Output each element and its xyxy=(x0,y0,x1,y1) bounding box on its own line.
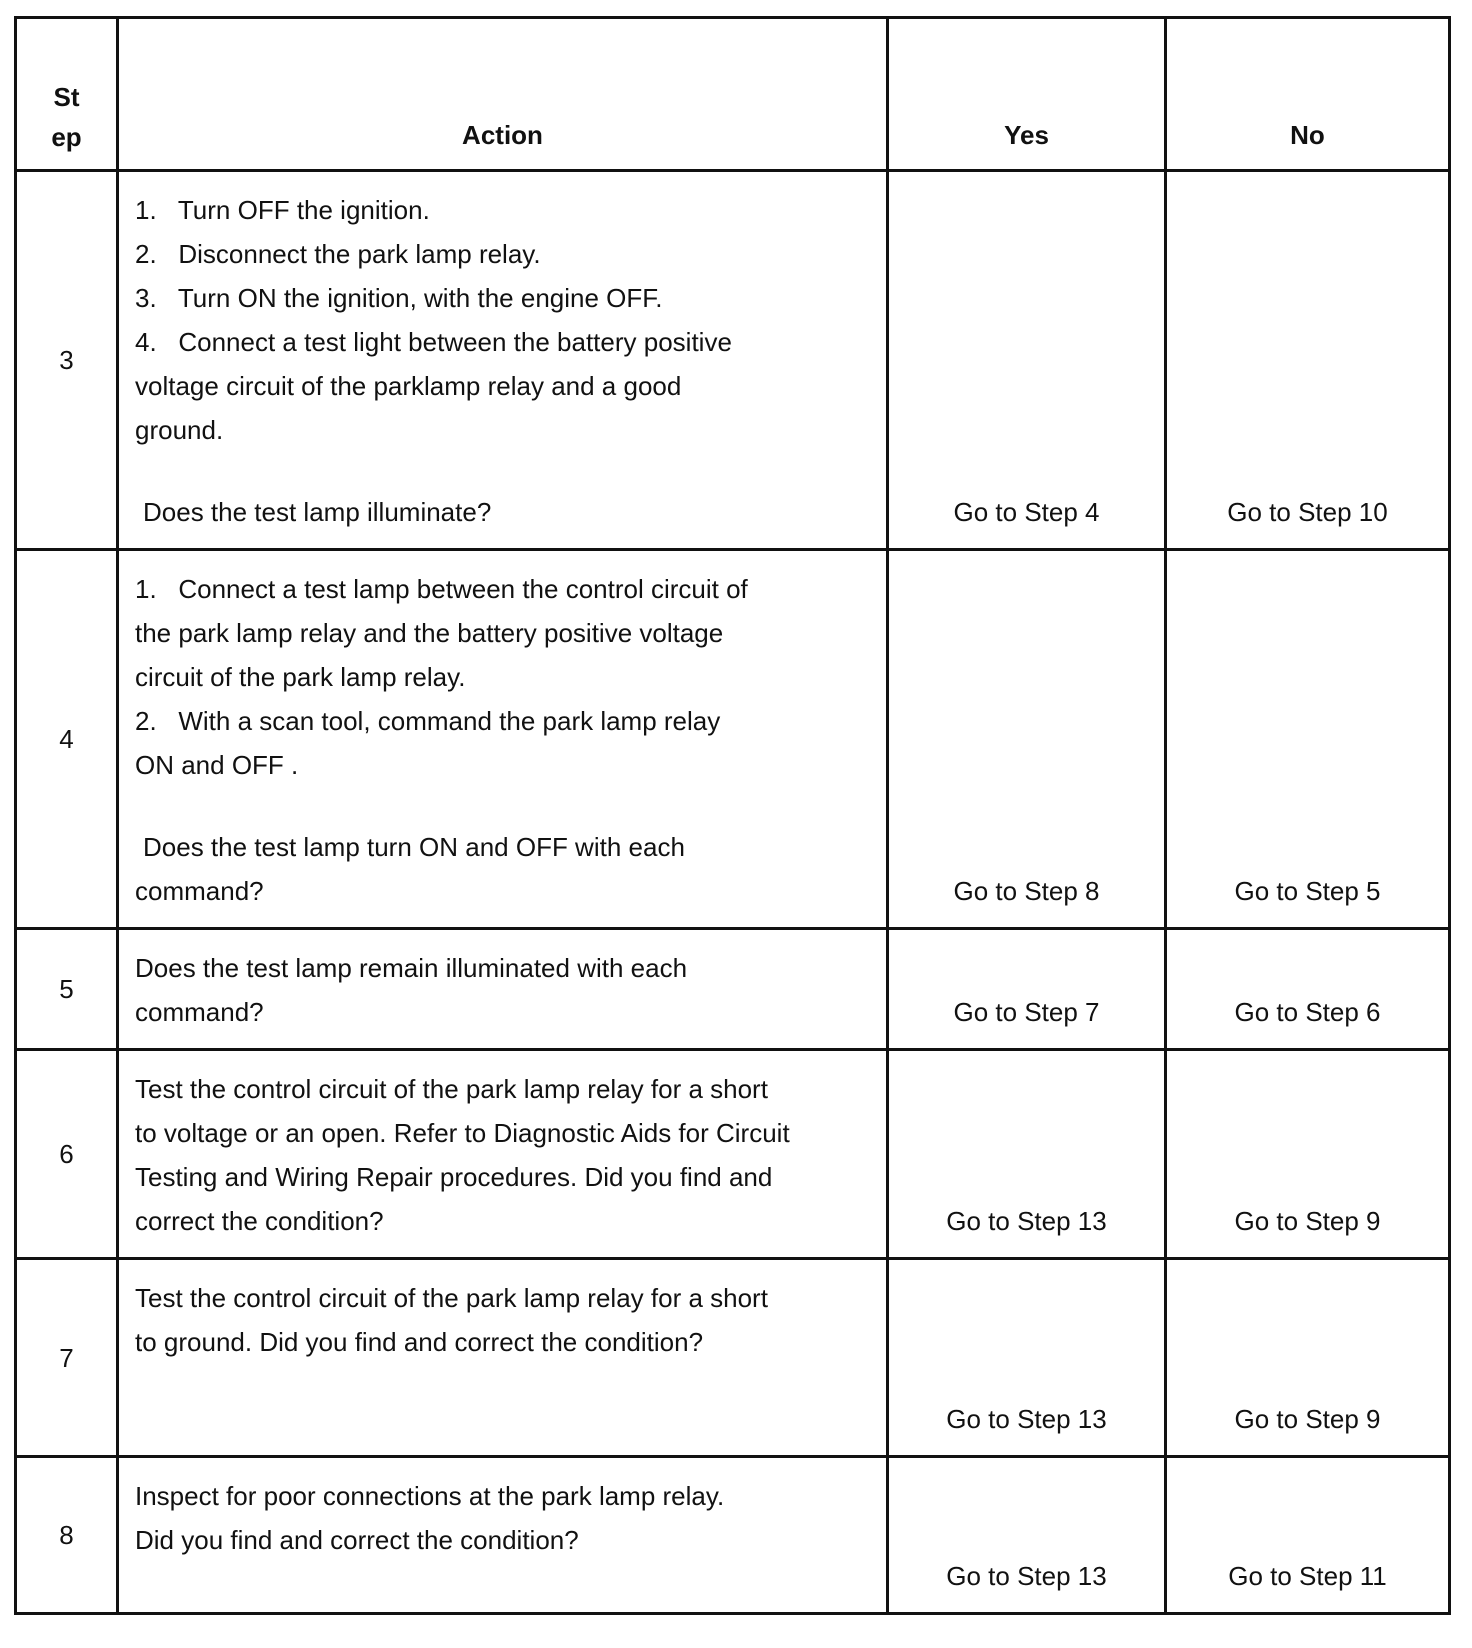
header-step xyxy=(16,18,118,171)
action-line: Inspect for poor connections at the park lamp relay. xyxy=(135,1481,725,1511)
action-line: correct the condition? xyxy=(135,1206,384,1236)
action-cell xyxy=(118,1259,888,1457)
action-line: to ground. Did you find and correct the condition? xyxy=(135,1327,704,1357)
action-line: ground. xyxy=(135,415,224,445)
table-row xyxy=(16,1457,1450,1614)
step-number: 8 xyxy=(16,1457,118,1614)
yes-answer: Go to Step 8 xyxy=(888,550,1166,929)
no-answer: Go to Step 5 xyxy=(1166,550,1450,929)
table-row xyxy=(16,929,1450,1050)
action-line: Did you find and correct the condition? xyxy=(135,1525,579,1555)
header-yes: Yes xyxy=(888,18,1166,171)
header-no: No xyxy=(1166,18,1450,171)
action-line: command? xyxy=(135,997,264,1027)
action-cell xyxy=(118,550,888,929)
yes-answer: Go to Step 13 xyxy=(888,1457,1166,1614)
action-line: 2. Disconnect the park lamp relay. xyxy=(135,239,541,269)
no-answer: Go to Step 6 xyxy=(1166,929,1450,1050)
action-question: command? xyxy=(135,876,264,906)
action-line: 1. Turn OFF the ignition. xyxy=(135,195,430,225)
step-number: 3 xyxy=(16,171,118,550)
yes-answer: Go to Step 7 xyxy=(888,929,1166,1050)
table-row xyxy=(16,1259,1450,1457)
action-question: Does the test lamp illuminate? xyxy=(143,497,492,527)
action-cell xyxy=(118,1457,888,1614)
action-line: 2. With a scan tool, command the park lamp relay xyxy=(135,706,721,736)
action-line: to voltage or an open. Refer to Diagnostic Aids for Circuit xyxy=(135,1118,790,1148)
step-number: 5 xyxy=(16,929,118,1050)
no-answer: Go to Step 9 xyxy=(1166,1050,1450,1259)
action-cell xyxy=(118,1050,888,1259)
spacer xyxy=(135,787,870,825)
yes-answer: Go to Step 13 xyxy=(888,1050,1166,1259)
no-answer: Go to Step 10 xyxy=(1166,171,1450,550)
table-row xyxy=(16,550,1450,929)
action-cell xyxy=(118,171,888,550)
table-row xyxy=(16,1050,1450,1259)
action-line: 4. Connect a test light between the battery positive xyxy=(135,327,732,357)
no-answer: Go to Step 9 xyxy=(1166,1259,1450,1457)
header-step-line1: St xyxy=(53,82,80,112)
step-number: 6 xyxy=(16,1050,118,1259)
no-answer: Go to Step 11 xyxy=(1166,1457,1450,1614)
diagnostic-table xyxy=(14,16,1451,1615)
header-row xyxy=(16,18,1450,171)
action-cell xyxy=(118,929,888,1050)
action-line: Test the control circuit of the park lamp relay for a short xyxy=(135,1074,768,1104)
yes-answer: Go to Step 13 xyxy=(888,1259,1166,1457)
header-step-line2: ep xyxy=(51,122,82,152)
action-line: 1. Connect a test lamp between the control circuit of xyxy=(135,574,748,604)
action-line: ON and OFF . xyxy=(135,750,299,780)
step-number: 7 xyxy=(16,1259,118,1457)
action-line: 3. Turn ON the ignition, with the engine OFF. xyxy=(135,283,663,313)
header-action: Action xyxy=(118,18,888,171)
action-line: voltage circuit of the parklamp relay and a good xyxy=(135,371,682,401)
action-line: Does the test lamp remain illuminated with each xyxy=(135,953,688,983)
yes-answer: Go to Step 4 xyxy=(888,171,1166,550)
action-line: circuit of the park lamp relay. xyxy=(135,662,466,692)
action-line: the park lamp relay and the battery positive voltage xyxy=(135,618,724,648)
step-number: 4 xyxy=(16,550,118,929)
spacer xyxy=(135,452,870,490)
action-question: Does the test lamp turn ON and OFF with each xyxy=(143,832,685,862)
action-line: Testing and Wiring Repair procedures. Did you find and xyxy=(135,1162,773,1192)
action-line: Test the control circuit of the park lamp relay for a short xyxy=(135,1283,768,1313)
table-row xyxy=(16,171,1450,550)
